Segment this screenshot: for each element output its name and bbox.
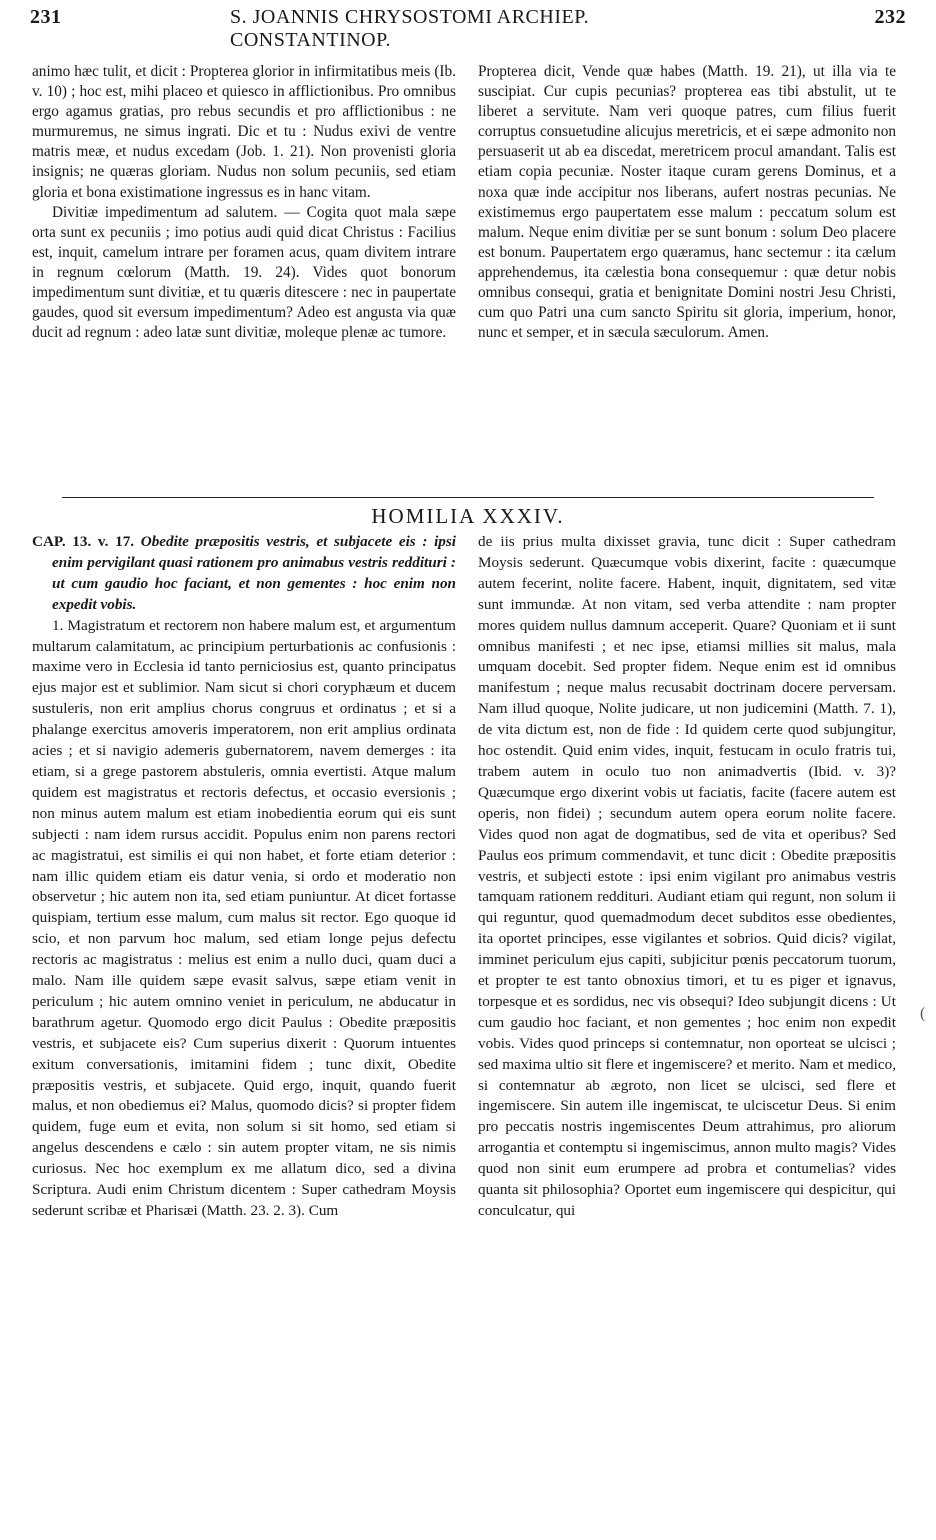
running-title: S. JOANNIS CHRYSOSTOMI ARCHIEP. CONSTANTINOP. bbox=[230, 6, 590, 51]
paragraph: Propterea dicit, Vende quæ habes (Matth. 19. 21), ut illa via te suscipiat. Cur cupis pecunias? propterea eas tibi abstulit, ut te liberet a servitute. Nam veri quoque patres, cum filius fuerit corruptus consuetudine alicujus meretricis, et ei sæpe admonito non persuaserit ut ab ea discedat, meretricem procul amandant. Talis est etiam copia pecuniæ. Noster itaque curam gerens Dominus, et a noxa quæ inde accipitur nos liberans, aufert nostras pecunias. Ne existimemus ergo paupertatem esse malum : peccatum solum est malum. Neque enim divitiæ per se sunt bonum : solum Deo placere est bonum. Paupertatem ergo quæramus, hanc sectemur : ita cælum apprehendemus, ita cælestia bona consequemur : quæ detur nobis omnibus consequi, gratia et benignitate Domini nostri Jesu Christi, cum quo Patri una cum sancto Spiritu sit gloria, imperium, honor, nunc et semper, et in sæcula sæculorum. Amen. bbox=[478, 63, 896, 342]
lemma-text: Obedite præpositis vestris, et subjacete eis : ipsi enim pervigilant quasi rationem pro animabus vestris reddituri : ut cum gaudio hoc faciant, et non gementes : hoc enim non expedit vobis. bbox=[52, 533, 457, 613]
bottom-right-column bbox=[478, 532, 896, 1222]
chapter-verse-lemma bbox=[32, 532, 456, 616]
paragraph: animo hæc tulit, et dicit : Propterea glorior in infirmitatibus meis (Ib. v. 10) ; hoc est, mihi placeo et quiesco in afflictionibus. Pro omnibus ergo agamus gratias, pro rebus secundis et pro afflictionibus : ne murmuremus, ne simus ingrati. Dic et tu : Nudus exivi de ventre matris meæ, et nudus excedam (Job. 1. 21). Non provenisti gloria insignis; ne quæras gloriam. Nudus non solum pecuniis, sed etiam gloria et bona existimatione ingressus es in hanc vitam. bbox=[32, 63, 456, 201]
paragraph: 1. Magistratum et rectorem non habere malum est, et argumentum multarum calamitatum, ac principium perturbationis ac confusionis : maxime vero in Ecclesia id tanto perniciosius est, quanto principatus ejus major est et sublimior. Nam sicut si chori coryphæum et ducem sustuleris, non erit amplius chorus congruus et ordinatus ; et si a phalange exercitus amoveris imperatorem, non erit amplius ordinata acies ; et si navigio ademeris gubernatorem, navem demerges : ita etiam, si a grege pastorem abstuleris, omnia evertisti. Atque malum quidem est magistratus et rectoris defectus, et occasio eversionis ; non minus autem malum est etiam inobedientia eorum qui eis sunt subjecti : nam idem rursus accidit. Populus enim non parens rectori ac magistratui, est similis ei qui non habet, et forte etiam deterior : nam illic quidem etiam eis datur venia, si ordo et moderatio non observetur ; hic autem non ita, sed etiam puniuntur. At dicet fortasse quispiam, tertium esse malum, cum malus sit rector. Ego quoque id scio, et non parvum hoc malum, sed etiam longe pejus defectu rectoris ac magistratus : melius est enim a nullo duci, quam duci a malo. Nam ille quidem sæpe evasit salvus, sæpe etiam venit in periculum ; hic autem omnino veniet in periculum, ne abducatur in barathrum agetur. Quomodo ergo dicit Paulus : Obedite præpositis vestris, et subjacete eis? Cum superius dixerit : Quorum intuentes exitum conversationis, imitamini fidem ; tunc dixit, Obedite præpositis vestris, et subjacete. Quid ergo, inquit, quando fuerit malus, et non obediemus ei? Malus, quomodo dicis? si propter fidem quidem, fuge eum et evita, non solum si sit homo, sed etiam si angelus descendens e cælo : sin autem propter vitam, ne sis nimis curiosus. Nec hoc exemplum ex me allatum dico, sed a divina Scriptura. Audi enim Christum dicentem : Super cathedram Moysis sederunt scribæ et Pharisæi (Matth. 23. 2. 3). Cum bbox=[32, 616, 456, 1219]
running-header bbox=[30, 6, 906, 54]
top-right-column bbox=[478, 62, 896, 343]
left-page-number: 231 bbox=[30, 6, 62, 28]
margin-mark: ( bbox=[920, 1005, 926, 1022]
paragraph: de iis prius multa dixisset gravia, tunc dicit : Super cathedram Moysis sederunt. Quæcumque vobis dixerint, facite : quæcumque autem fecerint, nolite facere. Habent, inquit, dignitatem, sed vitæ sunt immundæ. At non vitam, sed verba attendite : nam propter mores quidem nullus damnum acceperit. Quare? Quoniam et ii sunt omnibus manifesti ; et nec ipse, etiamsi millies sit malus, mala umquam docebit. Sed propter fidem. Neque enim est id omnibus manifestum ; neque malus recusabit doctrinam docere perversam. Nam illud quoque, Nolite judicare, ut non judicemini (Matth. 7. 1), de vita dictum est, non de fide : Id quidem certe quod subjungitur, hoc ostendit. Quid enim vides, inquit, festucam in oculo fratris tui, trabem autem in oculo tuo non animadvertis (Ibid. v. 3)? Quæcumque ergo dixerint vobis ut faciatis, facite (facere autem est operis, non fidei) ; secundum autem opera eorum nolite facere. Vides quod non agat de dogmatibus, sed de vita et operibus? Sed Paulus eos primum commendavit, et tunc dicit : Obedite præpositis vestris, et subjecti estote : ipsi enim vigilant pro animabus vestris tamquam rationem reddituri. Audiant etiam qui regunt, non solum ii qui reguntur, quod quemadmodum decet subditos esse obedientes, ita oportet principes, esse vigilantes et sobrios. Quid dicis? vigilat, imminet periculum ejus capiti, subjicitur pœnis peccatorum tuorum, et propter te est tanto obnoxius timori, et tu es piger et ignavus, torpesque et es sordidus, nec vis obsequi? Ideo subjungit dicens : Ut cum gaudio hoc faciant, et non gementes ; hoc enim non expedit vobis. Vides quod princeps si contemnatur, non oporteat se ulcisci ; sed maxima ultio sit flere et ingemiscere? et merito. Nam et medico, si contemnatur ab ægroto, non licet se ulcisci, sed flere et ingemiscere. Sin autem ille ingemiscat, te ulciscetur Deus. Si enim pro peccatis nostris ingemiscentes Deum attrahimus, pro aliorum arrogantia et contemptu si ingemiscimus, annon multo magis? Vides quod non sinit eum erumpere ad probra et contumelias? vides quanta sit philosophia? Oportet eum ingemiscere qui despicitur, qui conculcatur, qui bbox=[478, 533, 896, 1219]
top-left-column bbox=[32, 62, 456, 343]
homily-heading: HOMILIA XXXIV. bbox=[371, 504, 565, 528]
bottom-left-column bbox=[32, 532, 456, 1222]
paragraph: Divitiæ impedimentum ad salutem. — Cogita quot mala sæpe orta sunt ex pecuniis ; imo potius audi quid dicat Christus : Facilius est, inquit, camelum intrare per foramen acus, quam divitem intrare in regnum cœlorum (Matth. 19. 24). Vides quot bonorum impedimentum sunt divitiæ, et tu quæris ditescere : nec in paupertate gaudes, quod sit eversum impedimentum? Adeo est angusta via quæ ducit ad regnum : adeo latæ sunt divitiæ, moleque plenæ ac tumore. bbox=[32, 203, 456, 342]
section-divider bbox=[62, 497, 874, 498]
chapter-label: CAP. 13. v. 17. bbox=[32, 533, 135, 550]
right-page-number: 232 bbox=[874, 6, 906, 28]
